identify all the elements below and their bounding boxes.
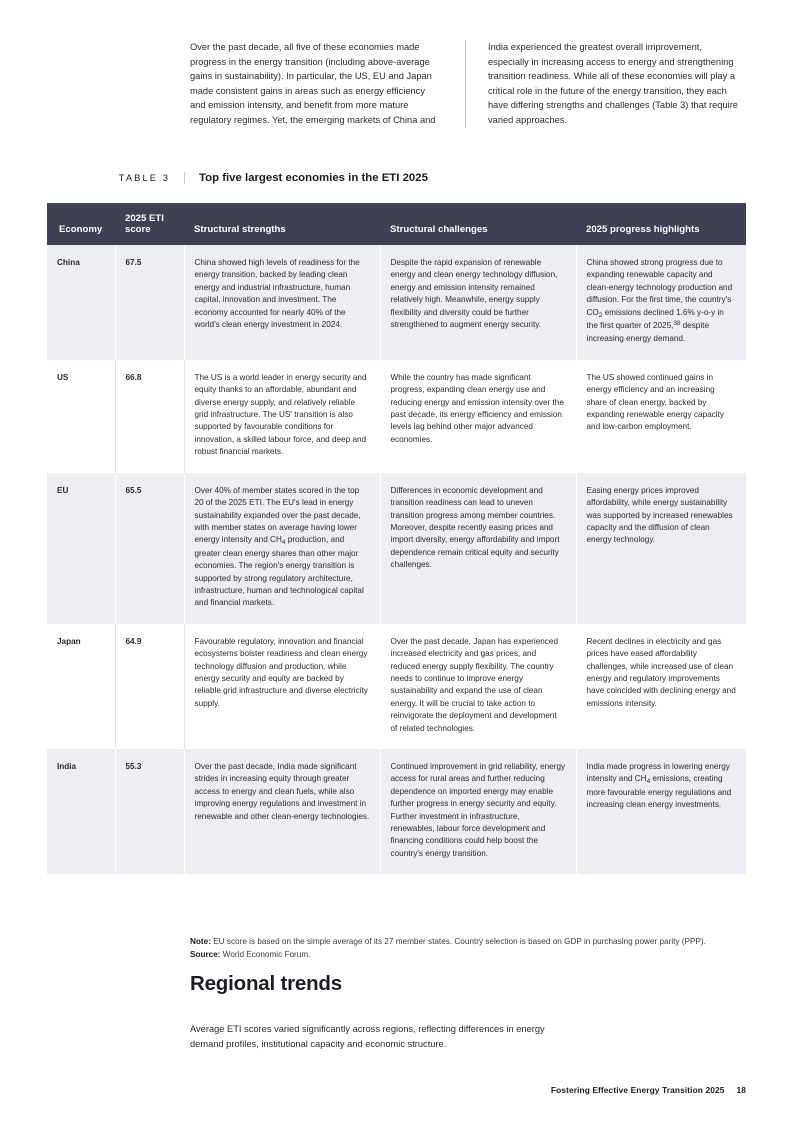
cell-score: 65.5 bbox=[115, 473, 184, 624]
cell-challenges: While the country has made significant progress, expanding clean energy use and reducing energy and emission intensity over the past decade, its energy efficiency and emission levels lag behind other major advanced economies. bbox=[380, 360, 576, 473]
cell-challenges: Continued improvement in grid reliability, energy access for rural areas and further reducing dependence on imported energy may enable further progress in energy security and equity. Further investment in infrastructure, renewables, labour force development and financing conditions could help boost the country's energy transition. bbox=[380, 749, 576, 874]
footer-page-number: 18 bbox=[736, 1085, 746, 1095]
eti-top-economies-table bbox=[47, 203, 746, 874]
cell-economy: India bbox=[47, 749, 115, 874]
column-header-score: 2025 ETI score bbox=[115, 203, 184, 245]
cell-progress bbox=[576, 749, 746, 874]
cell-strengths: China showed high levels of readiness for the energy transition, backed by leading clean energy and industrial infrastructure, human capital, innovation and investment. The economy accounted for nearly 40% of the world's clean energy investment in 2024. bbox=[184, 245, 380, 360]
cell-economy: EU bbox=[47, 473, 115, 624]
cell-score: 55.3 bbox=[115, 749, 184, 874]
cell-strengths bbox=[184, 473, 380, 624]
progress-text-pre: India made progress in lowering energy intensity and CH bbox=[586, 762, 730, 784]
progress-text-pre: China showed strong progress due to expanding renewable capacity and clean-energy technology production and diffusion. For the first time, the country's CO bbox=[586, 258, 733, 317]
cell-challenges: Despite the rapid expansion of renewable energy and clean energy technology diffusion, energy and emission intensity remained relatively high. Meanwhile, energy supply flexibility and diversity could be further strengthened to augment energy security. bbox=[380, 245, 576, 360]
cell-score: 64.9 bbox=[115, 624, 184, 749]
note-line bbox=[190, 935, 750, 948]
intro-text-block bbox=[190, 40, 746, 128]
cell-progress bbox=[576, 245, 746, 360]
table-row bbox=[47, 245, 746, 360]
cell-strengths: Favourable regulatory, innovation and financial ecosystems bolster readiness and clean energy technology diffusion and production, while energy security and equity are backed by reliable grid infrastructure and diverse electricity supply. bbox=[184, 624, 380, 749]
source-label: Source: bbox=[190, 950, 221, 959]
cell-economy: US bbox=[47, 360, 115, 473]
cell-score: 67.5 bbox=[115, 245, 184, 360]
cell-strengths: The US is a world leader in energy security and equity thanks to an affordable, abundant and diverse energy supply, and relatively reliable grid infrastructure. The US' transition is also supported by favourable conditions for innovation, a skilled labour force, and deep and robust financial markets. bbox=[184, 360, 380, 473]
table-row bbox=[47, 749, 746, 874]
cell-challenges: Differences in economic development and transition readiness can lead to uneven transition progress among member countries. Moreover, despite recently easing prices and import diversity, energy affordability and import dependence remain critical equity and security challenges. bbox=[380, 473, 576, 624]
progress-text-post: despite increasing energy demand. bbox=[586, 321, 710, 344]
cell-progress: The US showed continued gains in energy efficiency and an increasing share of clean energy, backed by expanding renewable energy capacity and low-carbon employment. bbox=[576, 360, 746, 473]
note-text: EU score is based on the simple average of its 27 member states. Country selection is based on GDP in purchasing power parity (PPP). bbox=[210, 937, 706, 946]
progress-text-mid: emissions declined 1.6% y-o-y in the first quarter of 2025, bbox=[586, 307, 724, 331]
page-footer bbox=[551, 1085, 746, 1095]
table-row bbox=[47, 624, 746, 749]
cell-progress: Easing energy prices improved affordability, while energy sustainability was supported by increased renewables capacity and the diffusion of clean energy technology. bbox=[576, 473, 746, 624]
progress-text-mid: emissions, creating more favourable energy regulations and increasing clean energy investments. bbox=[586, 774, 732, 810]
cell-score: 66.8 bbox=[115, 360, 184, 473]
column-header-structural-strengths: Structural strengths bbox=[184, 203, 380, 245]
progress-subscript: 4 bbox=[646, 778, 651, 786]
section-paragraph: Average ETI scores varied significantly across regions, reflecting differences in energy demand profiles, institutional capacity and economic structure. bbox=[190, 1024, 545, 1049]
table-row bbox=[47, 360, 746, 473]
section-heading: Regional trends bbox=[190, 972, 342, 995]
cell-challenges: Over the past decade, Japan has experienced increased electricity and gas prices, and reduced energy supply flexibility. The country needs to continue to improve energy sustainability and expand the use of clean energy. It will be crucial to take action to reinvigorate the deployment and development of related technologies. bbox=[380, 624, 576, 749]
table-row bbox=[47, 473, 746, 624]
strengths-subscript: 4 bbox=[281, 539, 286, 547]
cell-progress: Recent declines in electricity and gas prices have eased affordability challenges, while increased use of clean energy and regulatory improvements have coincided with declining energy and emissions intensity. bbox=[576, 624, 746, 749]
cell-strengths: Over the past decade, India made significant strides in increasing equity through greater access to energy and clean fuels, while also improving energy regulations and investment in renewable and other clean-energy technologies. bbox=[184, 749, 380, 874]
progress-subscript: 2 bbox=[598, 311, 603, 319]
intro-column-left: Over the past decade, all five of these economies made progress in the energy transition (including above-average gains in sustainability). In particular, the US, EU and Japan made consistent gains in areas such as energy efficiency and emission intensity, and benefit from more mature regulatory regimes. Yet, the emerging markets of China and bbox=[190, 40, 466, 128]
table-title: Top five largest economies in the ETI 2025 bbox=[184, 172, 428, 184]
intro-column-right: India experienced the greatest overall improvement, especially in increasing access to energy and strengthening transition readiness. While all of these economies will play a critical role in the future of the energy transition, they each have differing strengths and challenges (Table 3) that require varied approaches. bbox=[488, 42, 738, 125]
column-header-structural-challenges: Structural challenges bbox=[380, 203, 576, 245]
cell-economy: Japan bbox=[47, 624, 115, 749]
column-header-progress-highlights: 2025 progress highlights bbox=[576, 203, 746, 245]
strengths-text-post: production, and greater clean energy shares than other major economies. The region's energy transition is supported by strong regulatory architecture, infrastructure, human and technological capital and financial markets. bbox=[194, 535, 364, 608]
table-caption-row bbox=[47, 172, 746, 184]
table-header-row bbox=[47, 203, 746, 245]
source-line bbox=[190, 948, 750, 961]
table-notes bbox=[190, 935, 750, 961]
cell-economy: China bbox=[47, 245, 115, 360]
progress-footnote-marker: 38 bbox=[673, 319, 681, 327]
strengths-text-pre: Over 40% of member states scored in the top 20 of the 2025 ETI. The EU's lead in energy sustainability expanded over the past decade, with member states on average having lower energy intensity and CH bbox=[194, 485, 361, 545]
note-label: Note: bbox=[190, 937, 211, 946]
footer-title: Fostering Effective Energy Transition 2025 bbox=[550, 1085, 725, 1095]
source-text: World Economic Forum. bbox=[220, 950, 311, 959]
column-header-economy: Economy bbox=[47, 203, 115, 245]
table-number-label: TABLE 3 bbox=[118, 173, 170, 183]
